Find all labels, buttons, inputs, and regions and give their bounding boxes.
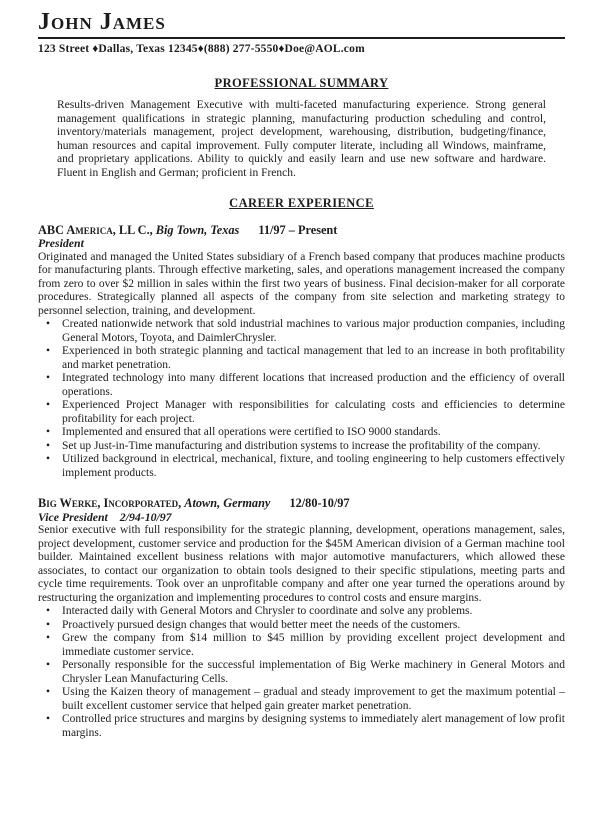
job-description: Senior executive with full responsibility for the strategic planning, development, operations management, sales, project development, customer service and production for the $45M American division of a German machine tool builder. Maintained excellent business relations with major automotive manufacturers, which allowed these associates, to contact our organization to obtain tools designed to their specific stipulations, meeting parts and cycle time requirements. Took over an unprofitable company and after one year turned the operations around by restructuring the organization and implementing procedures to control costs and ensure margins. <box>38 524 565 604</box>
job-description: Originated and managed the United States subsidiary of a French based company that produces machine products for manufacturing plants. Through effective marketing, sales, and operations management increased the company from zero to over $2 million in sales within the first two years of business. Final decision-maker for all corporate procedures. Strategically planned all aspects of the company from site selection and marketing strategy to personnel selection, training, and development. <box>38 250 565 317</box>
bullet-item: • Created nationwide network that sold industrial machines to various major production companies, including General Motors, Toyota, and DaimlerChrysler. <box>38 318 565 345</box>
job-dates: 12/80-10/97 <box>289 496 350 510</box>
job-bullet-list <box>38 605 565 740</box>
job-title-dates: 2/94-10/97 <box>119 509 172 524</box>
bullet-item: • Interacted daily with General Motors and Chrysler to coordinate and solve any problems. <box>38 605 565 619</box>
bullet-item: • Personally responsible for the successful implementation of Big Werke machinery in General Motors and Chrysler Lean Manufacturing Cells. <box>38 659 565 686</box>
job-entry <box>38 496 565 740</box>
summary-heading: PROFESSIONAL SUMMARY <box>214 75 389 90</box>
job-title: Vice President <box>38 509 108 524</box>
job-location: Big Town, Texas <box>155 222 240 237</box>
job-header <box>38 496 565 511</box>
bullet-item: • Using the Kaizen theory of management – gradual and steady improvement to get the maximum potential – built excellent customer service that helped gain greater market penetration. <box>38 686 565 713</box>
bullet-item: • Grew the company from $14 million to $45 million by providing excellent project development and immediate customer service. <box>38 632 565 659</box>
bullet-item: • Integrated technology into many different locations that increased production and the efficiency of overall operations. <box>38 372 565 399</box>
job-header <box>38 223 565 238</box>
company-name: Big Werke, Incorporated, <box>38 496 182 510</box>
job-entry <box>38 223 565 481</box>
bullet-item: • Implemented and ensured that all operations were certified to ISO 9000 standards. <box>38 426 565 440</box>
person-name: John James <box>38 9 565 39</box>
bullet-item: • Controlled price structures and margins by designing systems to immediately alert management of low profit margins. <box>38 713 565 740</box>
contact-line: 123 Street ♦Dallas, Texas 12345♦(888) 277-5550♦Doe@AOL.com <box>38 43 365 55</box>
job-title-line <box>38 511 565 525</box>
bullet-item: • Experienced in both strategic planning and tactical management that led to an increase in both profitability and market penetration. <box>38 345 565 372</box>
bullet-item: • Utilized background in electrical, mechanical, fixture, and tooling engineering to help customers effectively implement products. <box>38 453 565 480</box>
job-dates: 11/97 – Present <box>258 222 338 237</box>
bullet-item: • Experienced Project Manager with responsibilities for calculating costs and efficiencies to determine profitability for each project. <box>38 399 565 426</box>
company-name: ABC America, LL C., <box>38 222 153 237</box>
job-bullet-list <box>38 318 565 480</box>
experience-heading: CAREER EXPERIENCE <box>229 196 374 210</box>
bullet-item: • Set up Just-in-Time manufacturing and distribution systems to increase the profitability of the company. <box>38 440 565 454</box>
job-location: Atown, Germany <box>184 496 271 510</box>
job-title-line <box>38 237 565 251</box>
bullet-item: • Proactively pursued design changes that would better meet the needs of the customers. <box>38 619 565 633</box>
summary-body: Results-driven Management Executive with multi-faceted manufacturing experience. Strong general management qualifications in strategic planning, manufacturing production scheduling and control, inventory/materials management, project development, warehousing, distribution, budgeting/finance, human resources and capital improvement. Fully computer literate, including all Windows, mainframe, and proprietary applications. Ability to quickly and easily learn and use new software and hardware. Fluent in English and German; proficient in French. <box>57 99 546 179</box>
job-title: President <box>38 236 84 250</box>
